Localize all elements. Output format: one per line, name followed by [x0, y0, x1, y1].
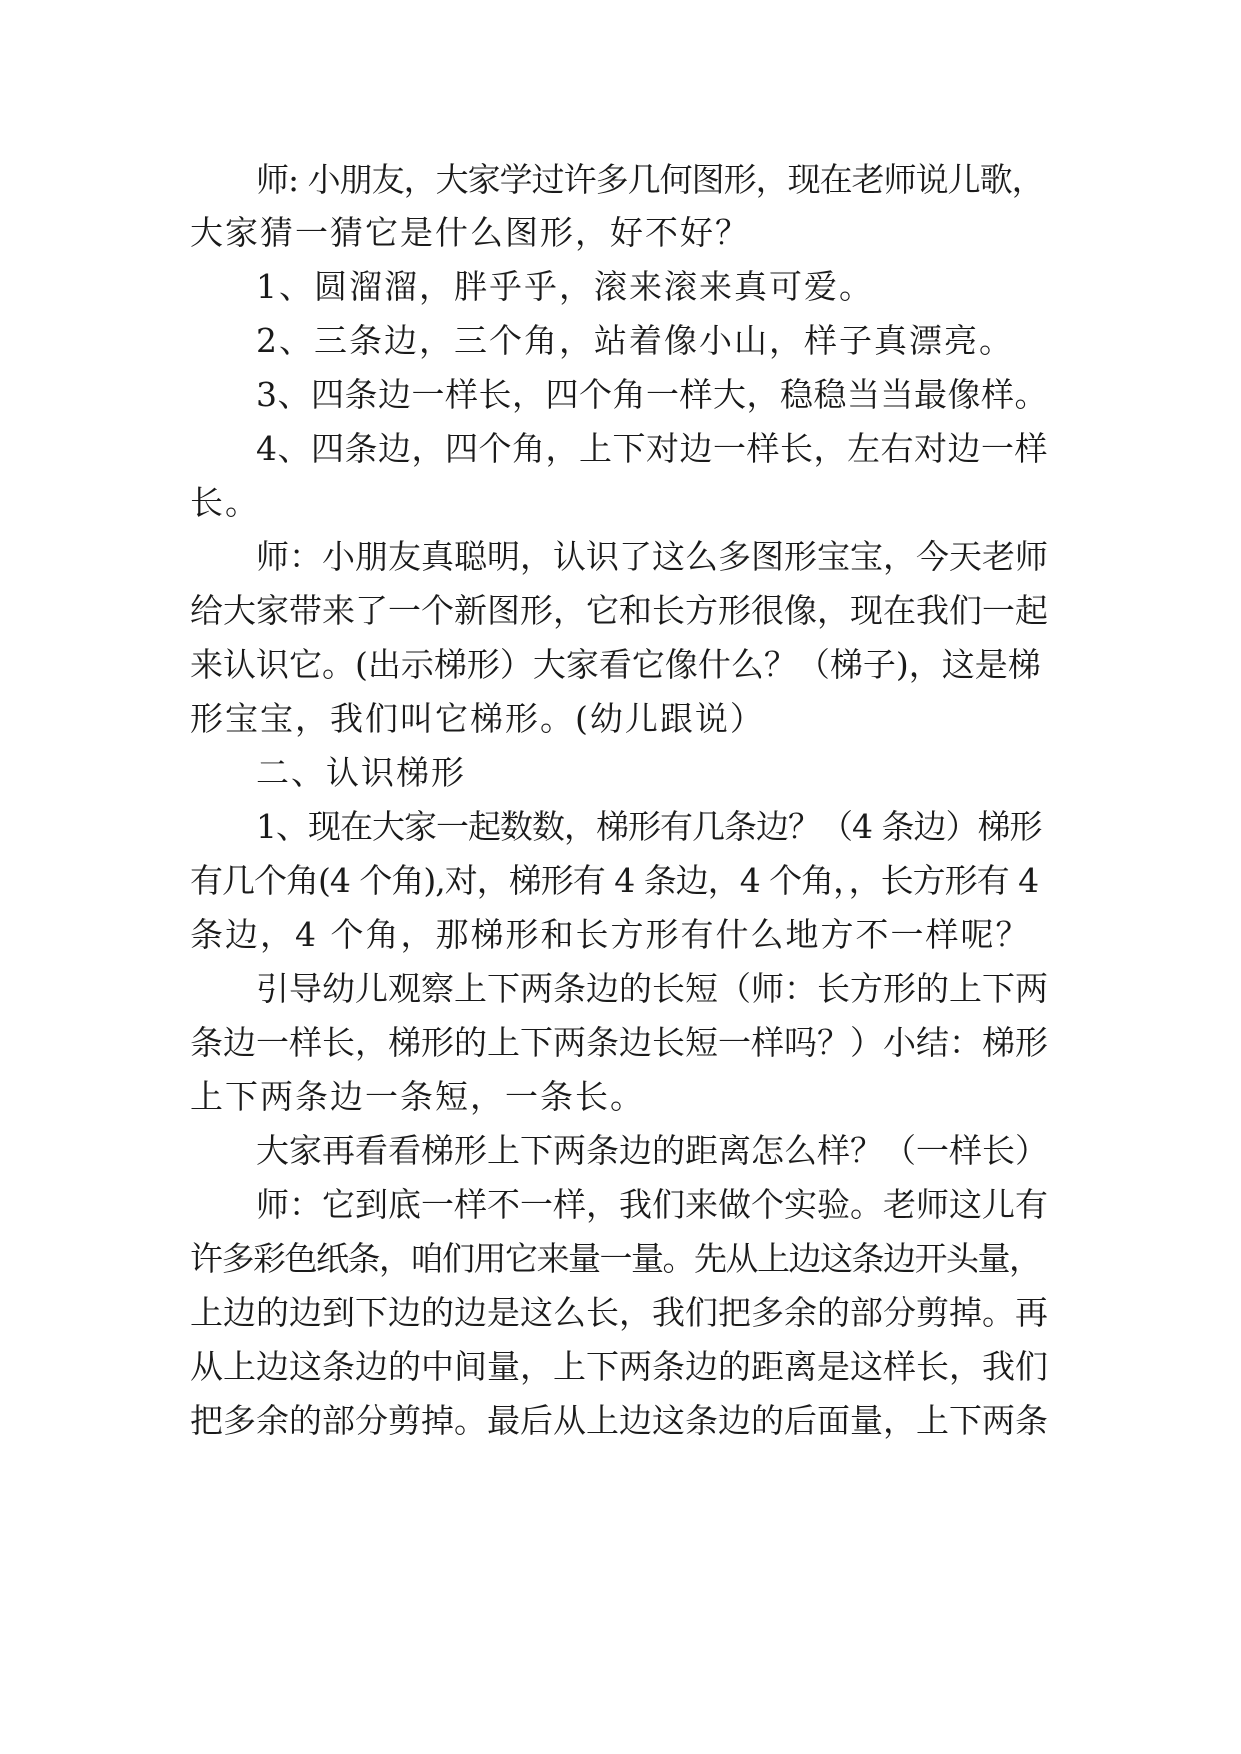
text-line-19: 大家再看看梯形上下两条边的距离怎么样？（一样长）: [256, 1131, 1048, 1170]
text-line-14: 有几个角(4 个角),对，梯形有 4 条边，4 个角，，长方形有 4: [190, 861, 1039, 900]
text-line-23: 从上边这条边的中间量，上下两条边的距离是这样长，我们: [190, 1347, 1048, 1386]
text-line-13: 1、现在大家一起数数，梯形有几条边？（4 条边）梯形: [256, 807, 1042, 846]
text-line-16: 引导幼儿观察上下两条边的长短（师：长方形的上下两: [256, 969, 1048, 1008]
text-line-1: 师: 小朋友，大家学过许多几何图形，现在老师说儿歌，: [256, 160, 1044, 199]
text-line-2: 大家猜一猜它是什么图形，好不好？: [190, 213, 750, 252]
text-line-6: 4、四条边，四个角，上下对边一样长，左右对边一样: [256, 429, 1048, 468]
text-line-7: 长。: [190, 483, 260, 522]
text-line-8: 师：小朋友真聪明，认识了这么多图形宝宝，今天老师: [256, 537, 1048, 576]
text-line-15: 条边，4 个角，那梯形和长方形有什么地方不一样呢？: [190, 915, 1031, 954]
section-heading: 二、认识梯形: [256, 753, 466, 792]
text-line-4: 2、三条边，三个角，站着像小山，样子真漂亮。: [256, 321, 1014, 360]
text-line-10: 来认识它。(出示梯形）大家看它像什么？（梯子)，这是梯: [190, 645, 1041, 684]
text-line-5: 3、四条边一样长，四个角一样大，稳稳当当最像样。: [256, 375, 1048, 414]
text-line-20: 师：它到底一样不一样，我们来做个实验。老师这儿有: [256, 1185, 1048, 1224]
text-line-9: 给大家带来了一个新图形，它和长方形很像，现在我们一起: [190, 591, 1048, 630]
text-line-11: 形宝宝，我们叫它梯形。(幼儿跟说）: [190, 699, 765, 738]
text-line-3: 1、圆溜溜，胖乎乎，滚来滚来真可爱。: [256, 267, 874, 306]
text-line-24: 把多余的部分剪掉。最后从上边这条边的后面量，上下两条: [190, 1401, 1048, 1440]
text-line-17: 条边一样长，梯形的上下两条边长短一样吗？）小结：梯形: [190, 1023, 1048, 1062]
text-line-21: 许多彩色纸条，咱们用它来量一量。先从上边这条边开头量，: [190, 1239, 1041, 1278]
text-line-18: 上下两条边一条短，一条长。: [190, 1077, 645, 1116]
text-line-22: 上边的边到下边的边是这么长，我们把多余的部分剪掉。再: [190, 1293, 1048, 1332]
